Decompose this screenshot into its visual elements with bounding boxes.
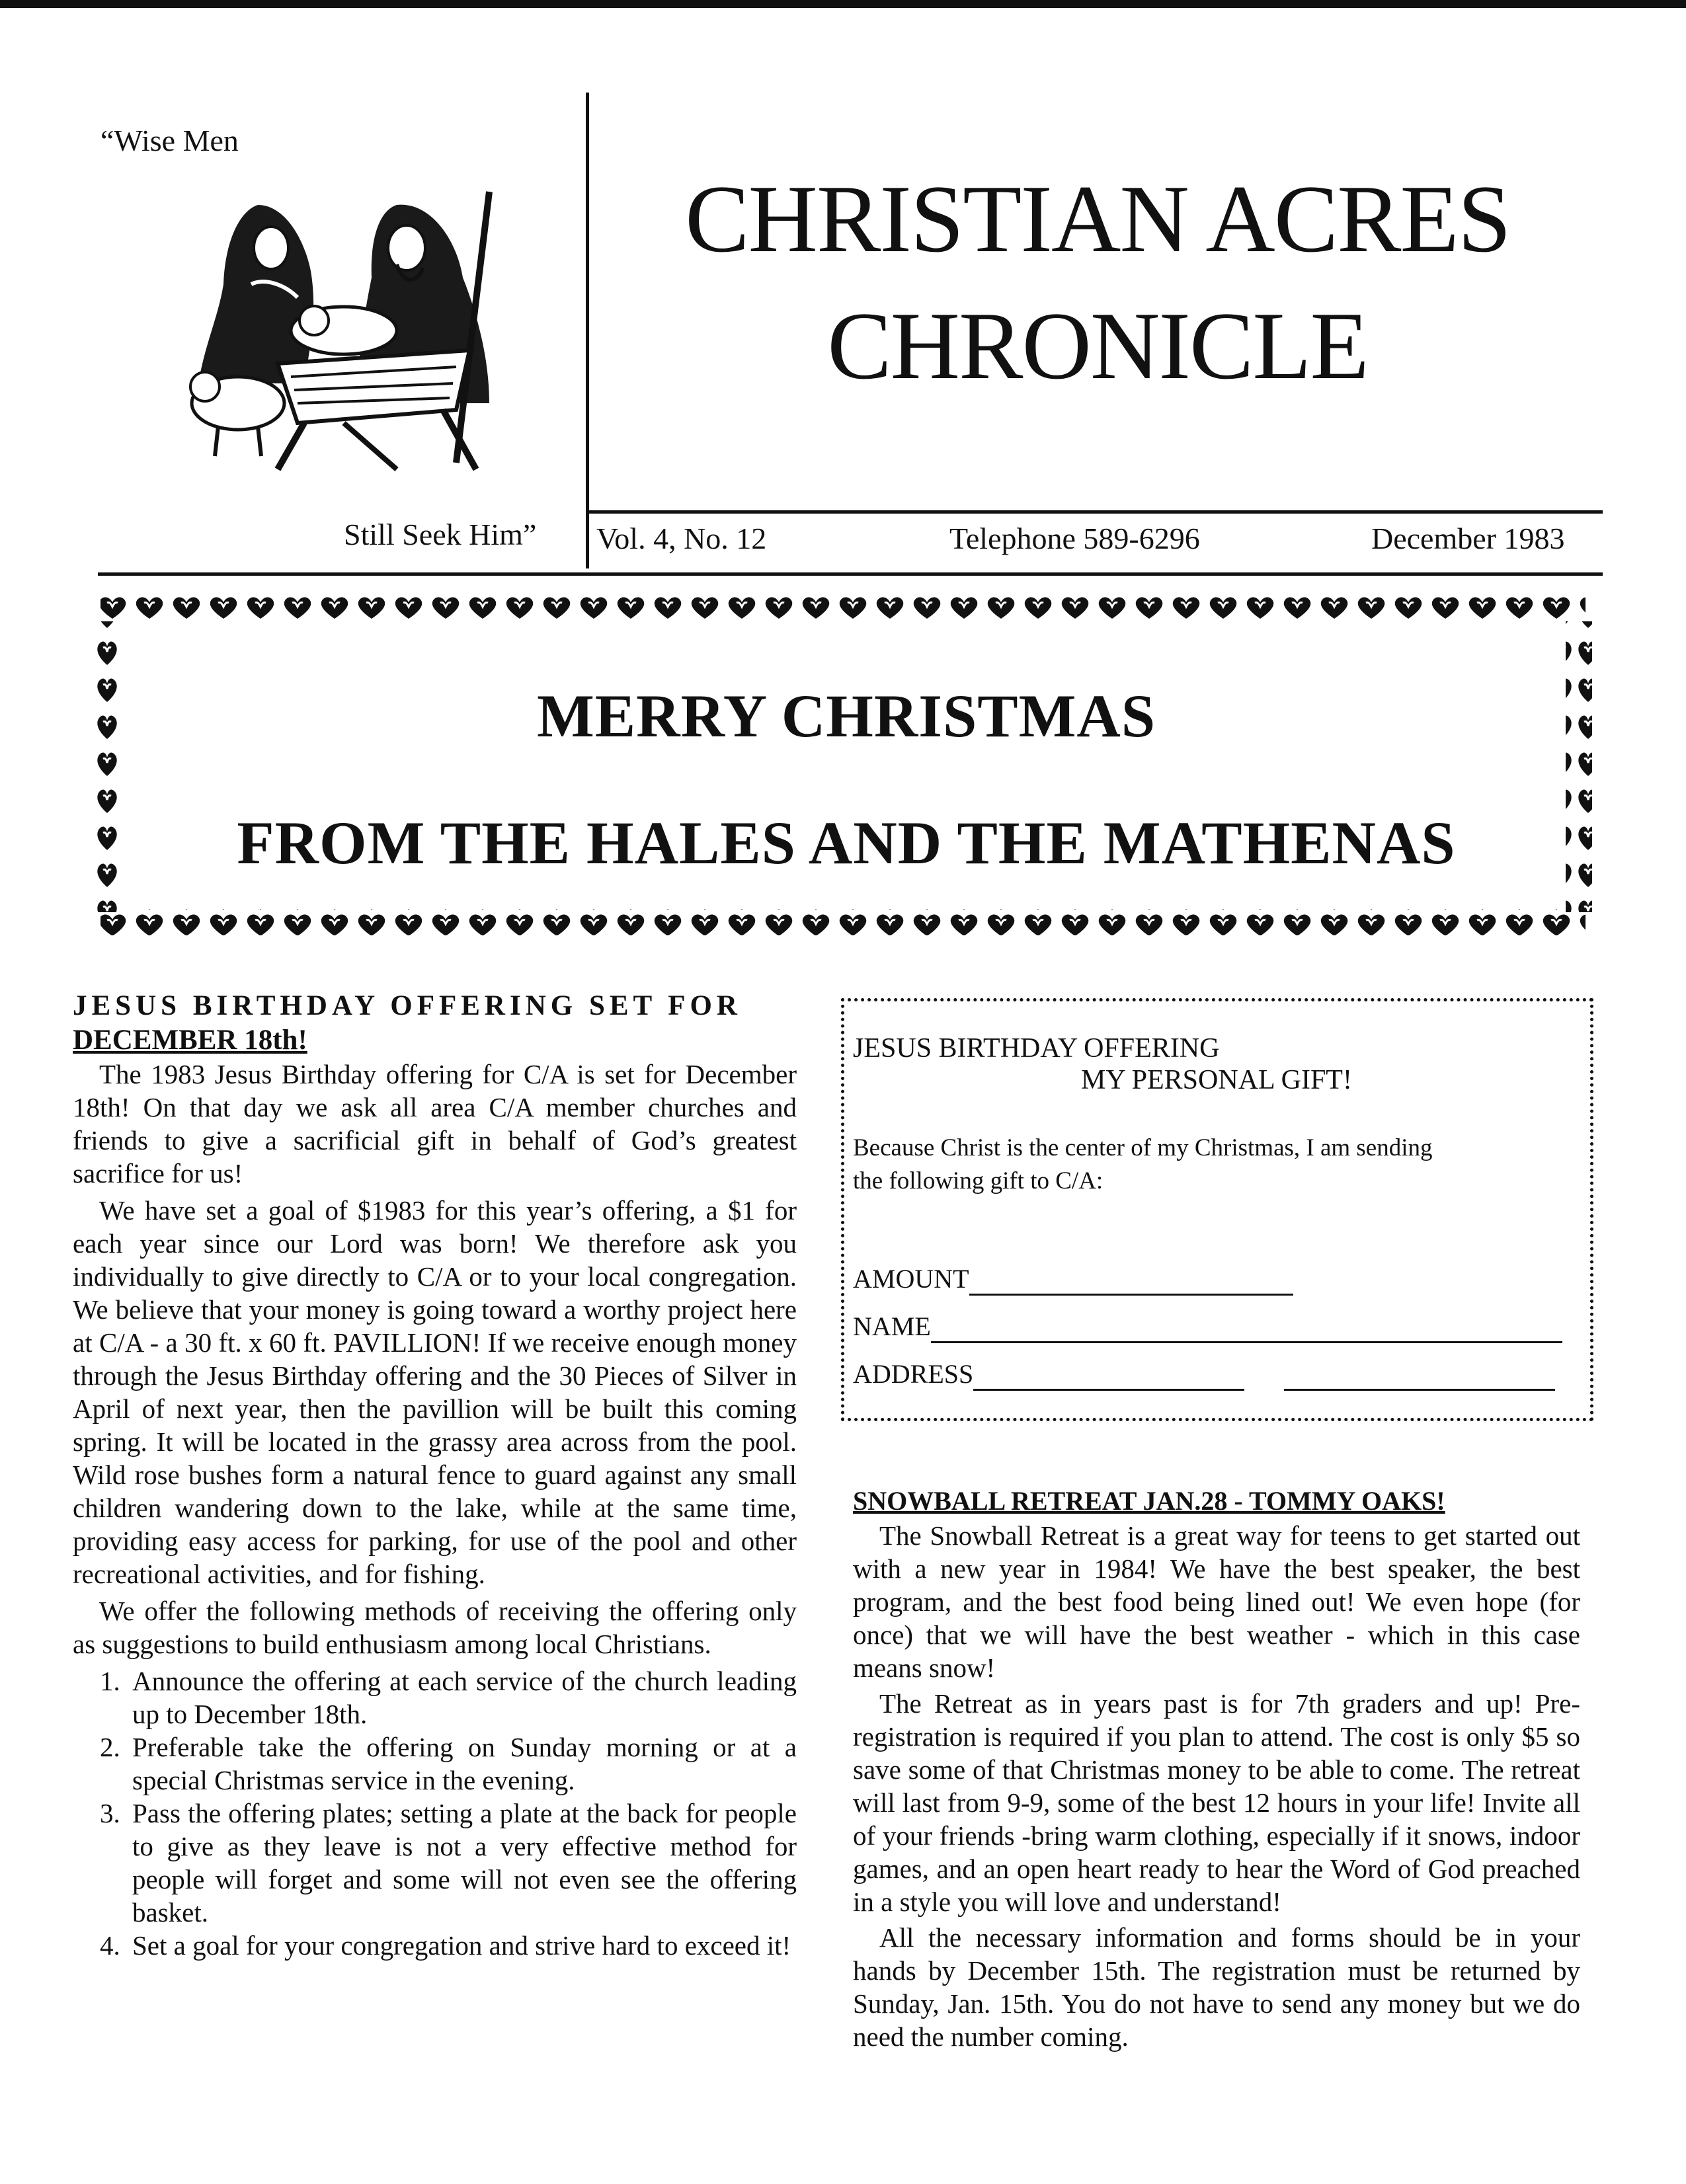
header-bottom-rule xyxy=(98,572,1603,576)
article-paragraph: The Retreat as in years past is for 7th graders and up! Pre-registration is required if you plan to attend. The cost is only $5 so save some of that Christmas money to be able to come. The retreat will last from 9-9, some of the best 12 hours in your life! Invite all of your friends -bring warm clothing, especially if it snows, indoor games, and an open heart ready to hear the Word of God preached in a style you will love and understand! xyxy=(853,1688,1580,1917)
motto-bottom: Still Seek Him” xyxy=(344,518,537,551)
list-item: 4. Set a goal for your congregation and strive hard to exceed it! xyxy=(127,1929,797,1962)
gift-form-body xyxy=(853,1132,1580,1391)
name-blank[interactable] xyxy=(931,1317,1562,1343)
holiday-banner-border xyxy=(94,595,1592,939)
name-label: NAME xyxy=(853,1311,931,1341)
article-heading-line2: DECEMBER 18th! xyxy=(73,1025,307,1056)
volume-number: Vol. 4, No. 12 xyxy=(596,522,767,555)
name-field[interactable] xyxy=(853,1310,1580,1343)
article-paragraph: All the necessary information and forms should be in your hands by December 15th. The registration must be returned by Sunday, Jan. 15th. You do not have to send any money but we do need the number coming. xyxy=(853,1922,1580,2052)
amount-blank[interactable] xyxy=(969,1270,1293,1296)
article-heading xyxy=(73,989,797,1058)
telephone-number: Telephone 589-6296 xyxy=(949,522,1200,555)
birthday-offering-article xyxy=(73,989,797,1962)
header-rule xyxy=(586,510,1603,514)
address-blank-2[interactable] xyxy=(1284,1365,1555,1391)
article-paragraph: We have set a goal of $1983 for this year’s offering, a $1 for each year since our Lord was born! We therefore ask you individually to give directly to C/A or to your local congregation. We believe that your money is going toward a worthy project here at C/A - a 30 ft. x 60 ft. PAVILLION! If we receive enough money through the Jesus Birthday offering and the 30 Pieces of Silver in April of next year, then the pavillion will be built this coming spring. It will be located in the grassy area across from the pool. Wild rose bushes form a natural fence to guard against any small children wandering down to the lake, while at the same time, providing easy access for parking, for use of the pool and other recreational activities, and for fishing. xyxy=(73,1195,797,1589)
top-border xyxy=(0,0,1686,8)
address-label: ADDRESS xyxy=(853,1359,974,1389)
list-item: 3. Pass the offering plates; setting a plate at the back for people to give as they leave is not a very effective method for people will forget and some will not even see the offering basket. xyxy=(127,1797,797,1929)
banner-line2: FROM THE HALES AND THE MATHENAS xyxy=(237,809,1456,877)
gift-form-text: Because Christ is the center of my Christmas, I am sending the following gift to C/A: xyxy=(853,1134,1433,1194)
masthead-title-line1: CHRISTIAN ACRES xyxy=(685,165,1510,272)
gift-form-title: JESUS BIRTHDAY OFFERING xyxy=(853,1033,1220,1064)
nativity-illustration xyxy=(179,185,575,476)
amount-field[interactable] xyxy=(853,1263,1580,1296)
list-item: 1. Announce the offering at each service of the church leading up to December 18th. xyxy=(127,1664,797,1731)
amount-label: AMOUNT xyxy=(853,1264,969,1294)
article-paragraph: We offer the following methods of receiving the offering only as suggestions to build enthusiasm among local Christians. xyxy=(73,1596,797,1659)
article-paragraph: The 1983 Jesus Birthday offering for C/A is set for December 18th! On that day we ask all area C/A member churches and friends to give a sacrificial gift in behalf of God’s greatest sacrifice for us! xyxy=(73,1059,797,1189)
address-field[interactable] xyxy=(853,1358,1580,1391)
retreat-heading: SNOWBALL RETREAT JAN.28 - TOMMY OAKS! xyxy=(853,1486,1445,1516)
article-heading-line1: JESUS BIRTHDAY OFFERING SET FOR xyxy=(73,990,742,1021)
issue-date: December 1983 xyxy=(1371,522,1565,555)
header-vertical-rule xyxy=(586,93,589,568)
suggestion-list xyxy=(73,1664,797,1962)
snowball-retreat-article xyxy=(853,1485,1580,2056)
address-blank-1[interactable] xyxy=(973,1365,1244,1391)
banner-line1: MERRY CHRISTMAS xyxy=(536,682,1156,750)
gift-form-subtitle: MY PERSONAL GIFT! xyxy=(1081,1065,1352,1095)
list-item: 2. Preferable take the offering on Sunday morning or at a special Christmas service in the evening. xyxy=(127,1731,797,1797)
article-paragraph: The Snowball Retreat is a great way for teens to get started out with a new year in 1984! We have the best speaker, the best program, and the best food being lined out! We even hope (for once) that we will have the best weather - which in this case means snow! xyxy=(853,1520,1580,1683)
motto-top: “Wise Men xyxy=(100,124,239,157)
masthead-title-line2: CHRONICLE xyxy=(827,292,1368,399)
